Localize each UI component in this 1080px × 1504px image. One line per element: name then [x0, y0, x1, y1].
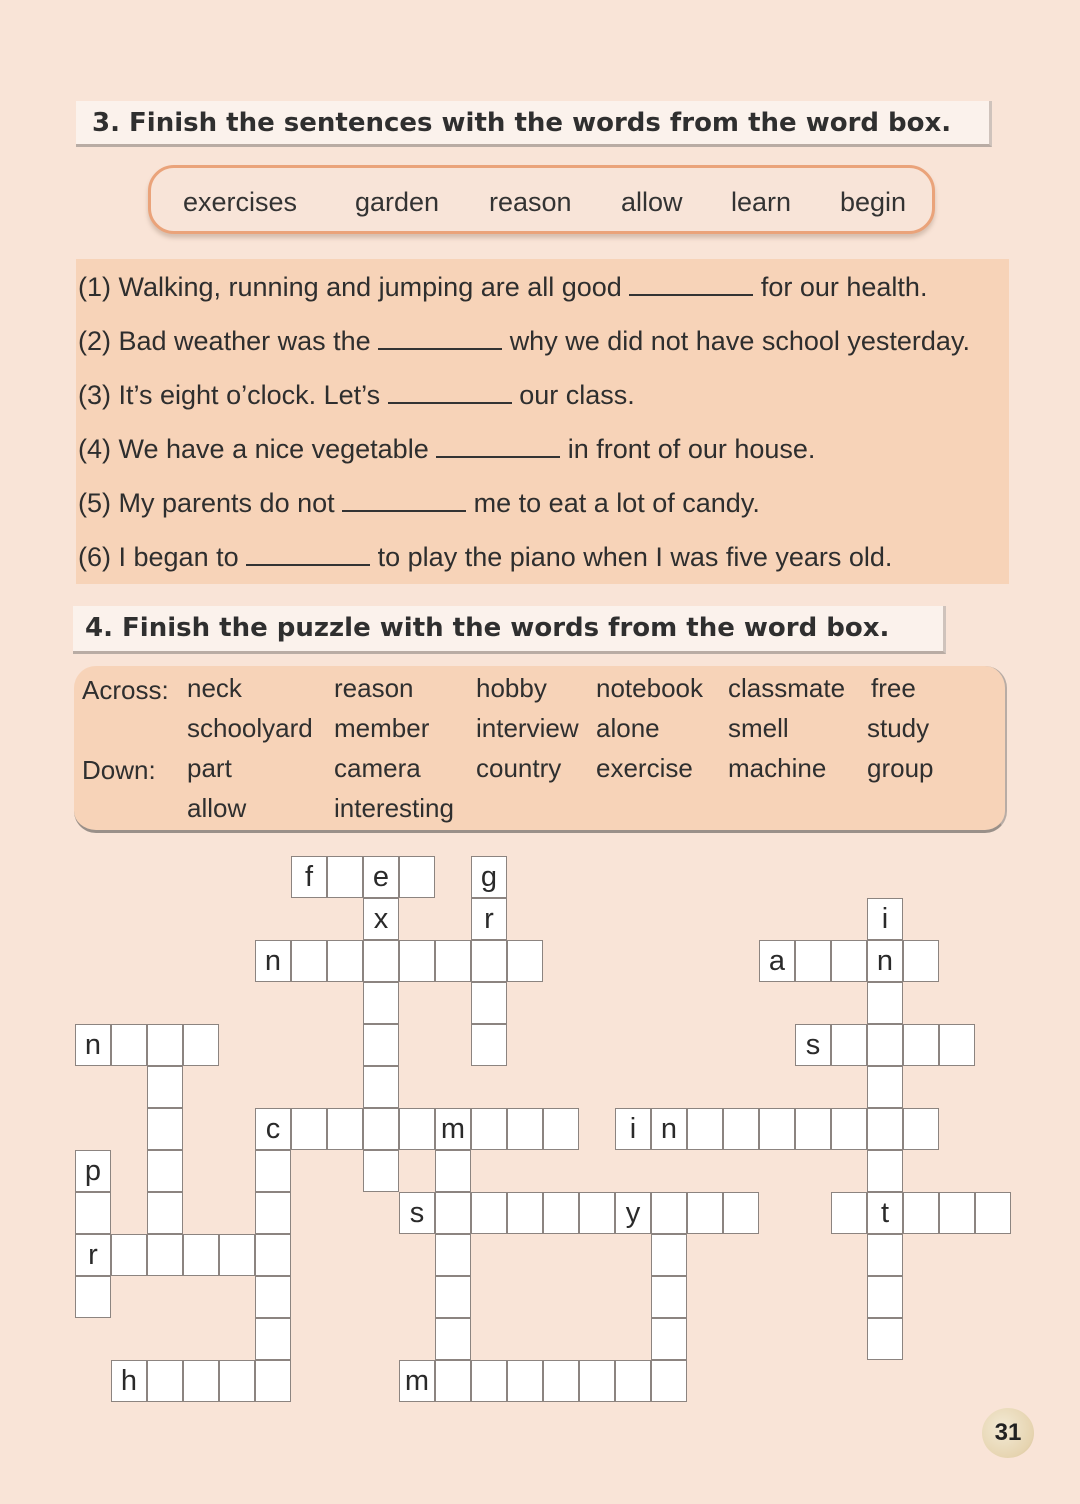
crossword-cell[interactable] — [399, 940, 435, 982]
crossword-cell[interactable]: n — [255, 940, 291, 982]
sentence-text-after: in front of our house. — [567, 434, 816, 464]
across-label: Across: — [82, 675, 169, 705]
crossword-cell[interactable] — [831, 1024, 867, 1066]
sentence-text-before: (1) Walking, running and jumping are all good — [78, 272, 622, 302]
crossword-cell[interactable] — [867, 982, 903, 1024]
across-word: neck — [187, 673, 242, 703]
section-4-heading: 4. Finish the puzzle with the words from the word box. — [73, 606, 946, 654]
sentence-text-before: (3) It’s eight o’clock. Let’s — [78, 380, 381, 410]
across-word: reason — [334, 673, 414, 703]
crossword-cell[interactable] — [435, 1192, 471, 1234]
crossword-cell[interactable] — [651, 1360, 687, 1402]
crossword-cell[interactable] — [435, 1318, 471, 1360]
crossword-cell[interactable] — [363, 1066, 399, 1108]
crossword-cell[interactable] — [723, 1192, 759, 1234]
word-box-item: allow — [621, 187, 683, 217]
crossword-cell[interactable] — [255, 1234, 291, 1276]
crossword-cell[interactable] — [363, 982, 399, 1024]
crossword-cell[interactable]: c — [255, 1108, 291, 1150]
crossword-cell[interactable] — [687, 1192, 723, 1234]
word-box-item: begin — [840, 187, 907, 217]
crossword-cell[interactable] — [471, 1108, 507, 1150]
crossword-cell[interactable] — [975, 1192, 1011, 1234]
crossword-cell[interactable] — [903, 940, 939, 982]
down-word: machine — [728, 753, 827, 783]
sentence-text-after: why we did not have school yesterday. — [509, 326, 970, 356]
crossword-cell[interactable] — [687, 1108, 723, 1150]
crossword-cell[interactable] — [435, 1276, 471, 1318]
crossword-cell[interactable] — [507, 1192, 543, 1234]
down-word: country — [476, 753, 562, 783]
crossword-cell[interactable] — [255, 1276, 291, 1318]
crossword-cell[interactable] — [471, 1360, 507, 1402]
crossword-cell[interactable] — [507, 1108, 543, 1150]
across-word: smell — [728, 713, 789, 743]
crossword-cell[interactable] — [831, 1108, 867, 1150]
crossword-cell[interactable] — [183, 1360, 219, 1402]
crossword-cell[interactable] — [903, 1108, 939, 1150]
crossword-cell[interactable] — [399, 856, 435, 898]
crossword-cell[interactable] — [759, 1108, 795, 1150]
sentence-text-after: our class. — [519, 380, 635, 410]
crossword-cell[interactable] — [579, 1360, 615, 1402]
down-word: exercise — [596, 753, 693, 783]
across-word: free — [871, 673, 916, 703]
crossword-cell[interactable] — [579, 1192, 615, 1234]
sentence-text-before: (5) My parents do not — [78, 488, 335, 518]
crossword-cell[interactable] — [255, 1192, 291, 1234]
sentence-text-before: (4) We have a nice vegetable — [78, 434, 429, 464]
crossword-cell[interactable]: i — [615, 1108, 651, 1150]
crossword-cell[interactable] — [363, 1150, 399, 1192]
down-word: group — [867, 753, 934, 783]
crossword-cell[interactable]: p — [75, 1150, 111, 1192]
crossword-cell[interactable]: r — [471, 898, 507, 940]
crossword-cell[interactable] — [543, 1192, 579, 1234]
crossword-cell[interactable] — [363, 1108, 399, 1150]
across-word: notebook — [596, 673, 703, 703]
down-label: Down: — [82, 755, 156, 785]
crossword-cell[interactable] — [147, 1150, 183, 1192]
crossword-cell[interactable] — [867, 1318, 903, 1360]
crossword-cell[interactable] — [147, 1024, 183, 1066]
crossword-cell[interactable]: y — [615, 1192, 651, 1234]
across-word: schoolyard — [187, 713, 313, 743]
crossword-cell[interactable] — [435, 940, 471, 982]
crossword-cell[interactable] — [795, 940, 831, 982]
crossword-cell[interactable]: g — [471, 856, 507, 898]
across-word: member — [334, 713, 430, 743]
crossword-cell[interactable] — [147, 1360, 183, 1402]
crossword-cell[interactable] — [435, 1150, 471, 1192]
crossword-cell[interactable] — [651, 1318, 687, 1360]
crossword-cell[interactable] — [471, 1192, 507, 1234]
word-box-item: learn — [731, 187, 792, 217]
crossword-cell[interactable] — [255, 1360, 291, 1402]
crossword-cell[interactable] — [939, 1024, 975, 1066]
crossword-cell[interactable] — [435, 1234, 471, 1276]
across-word: alone — [596, 713, 660, 743]
crossword-cell[interactable] — [867, 1108, 903, 1150]
crossword-cell[interactable] — [255, 1150, 291, 1192]
crossword-cell[interactable] — [183, 1024, 219, 1066]
sentence-text-before: (6) I began to — [78, 542, 239, 572]
crossword-cell[interactable] — [471, 982, 507, 1024]
crossword-cell[interactable] — [723, 1108, 759, 1150]
crossword-cell[interactable]: n — [867, 940, 903, 982]
crossword-cell[interactable]: a — [759, 940, 795, 982]
crossword-cell[interactable]: s — [795, 1024, 831, 1066]
crossword-cell[interactable] — [399, 1108, 435, 1150]
word-box-item: exercises — [183, 187, 298, 217]
crossword-cell[interactable] — [903, 1024, 939, 1066]
crossword-cell[interactable] — [147, 1192, 183, 1234]
sentence-text-before: (2) Bad weather was the — [78, 326, 371, 356]
crossword-cell[interactable] — [867, 1024, 903, 1066]
crossword-cell[interactable]: m — [399, 1360, 435, 1402]
crossword-cell[interactable] — [507, 940, 543, 982]
crossword-cell[interactable]: r — [75, 1234, 111, 1276]
crossword-cell[interactable] — [327, 1108, 363, 1150]
crossword-cell[interactable]: i — [867, 898, 903, 940]
crossword-cell[interactable] — [867, 1234, 903, 1276]
down-word: allow — [187, 793, 247, 823]
crossword-cell[interactable] — [867, 1066, 903, 1108]
crossword-cell[interactable] — [183, 1234, 219, 1276]
sentence-text-after: me to eat a lot of candy. — [473, 488, 760, 518]
down-word: interesting — [334, 793, 454, 823]
crossword-cell[interactable]: m — [435, 1108, 471, 1150]
crossword-cell[interactable] — [831, 1192, 867, 1234]
crossword-cell[interactable] — [327, 940, 363, 982]
down-word: part — [187, 753, 232, 783]
crossword-cell[interactable] — [903, 1192, 939, 1234]
crossword-cell[interactable]: n — [75, 1024, 111, 1066]
section-3-heading: 3. Finish the sentences with the words from the word box. — [76, 101, 992, 147]
crossword-cell[interactable]: x — [363, 898, 399, 940]
word-box-item: reason — [489, 187, 572, 217]
crossword-cell[interactable] — [543, 1360, 579, 1402]
crossword-cell[interactable]: n — [651, 1108, 687, 1150]
crossword-cell[interactable] — [219, 1360, 255, 1402]
crossword-cell[interactable] — [291, 1108, 327, 1150]
crossword-cell[interactable] — [147, 1108, 183, 1150]
crossword-cell[interactable] — [255, 1318, 291, 1360]
sentence-text-after: for our health. — [760, 272, 928, 302]
crossword-cell[interactable] — [75, 1192, 111, 1234]
crossword-cell[interactable] — [219, 1234, 255, 1276]
crossword-cell[interactable] — [939, 1192, 975, 1234]
across-word: classmate — [728, 673, 846, 703]
crossword-cell[interactable] — [471, 1024, 507, 1066]
crossword-cell[interactable] — [651, 1192, 687, 1234]
crossword-cell[interactable] — [111, 1024, 147, 1066]
sentence-text-after: to play the piano when I was five years old. — [377, 542, 893, 572]
across-word: study — [867, 713, 930, 743]
crossword-cell[interactable] — [363, 940, 399, 982]
crossword-cell[interactable] — [615, 1360, 651, 1402]
crossword-cell[interactable] — [795, 1108, 831, 1150]
crossword-cell[interactable] — [147, 1066, 183, 1108]
crossword-cell[interactable] — [147, 1234, 183, 1276]
crossword-cell[interactable] — [867, 1276, 903, 1318]
crossword-cell[interactable] — [543, 1108, 579, 1150]
crossword-cell[interactable] — [435, 1360, 471, 1402]
crossword-cell[interactable] — [111, 1234, 147, 1276]
crossword-cell[interactable] — [651, 1234, 687, 1276]
crossword-cell[interactable]: t — [867, 1192, 903, 1234]
crossword-cell[interactable] — [75, 1276, 111, 1318]
crossword-cell[interactable] — [507, 1360, 543, 1402]
crossword-cell[interactable] — [471, 940, 507, 982]
page-number: 31 — [982, 1408, 1034, 1458]
crossword-cell[interactable] — [363, 1024, 399, 1066]
crossword-cell[interactable]: s — [399, 1192, 435, 1234]
down-word: camera — [334, 753, 421, 783]
crossword-cell[interactable] — [651, 1276, 687, 1318]
across-word: interview — [476, 713, 579, 743]
crossword-cell[interactable] — [291, 940, 327, 982]
crossword-cell[interactable]: h — [111, 1360, 147, 1402]
word-box-item: garden — [355, 187, 440, 217]
crossword-cell[interactable] — [831, 940, 867, 982]
crossword-cell[interactable]: f — [291, 856, 327, 898]
crossword-cell[interactable] — [867, 1150, 903, 1192]
across-word: hobby — [476, 673, 547, 703]
crossword-cell[interactable] — [327, 856, 363, 898]
crossword-cell[interactable]: e — [363, 856, 399, 898]
